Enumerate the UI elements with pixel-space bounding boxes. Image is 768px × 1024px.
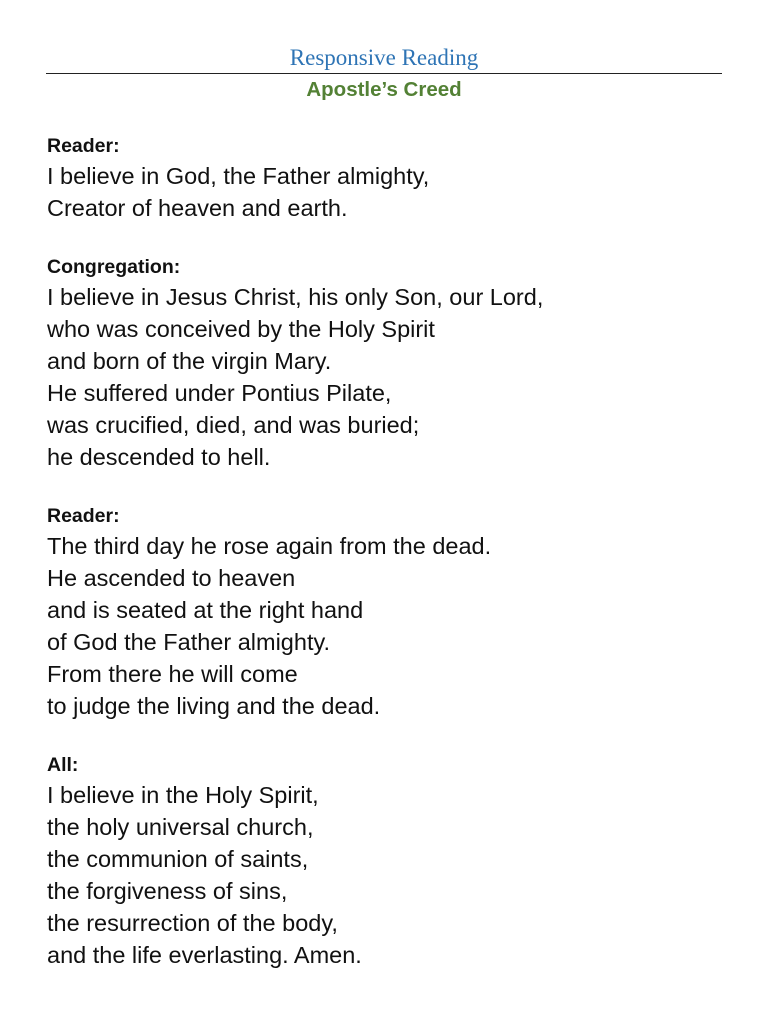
reading-line: and born of the virgin Mary. [47,348,332,374]
reading-line: the resurrection of the body, [47,910,338,936]
reading-line: and is seated at the right hand [47,597,364,623]
reading-body [47,132,727,971]
header-divider [46,73,722,74]
reading-line: the communion of saints, [47,846,309,872]
reading-line: Creator of heaven and earth. [47,195,348,221]
reading-line: was crucified, died, and was buried; [47,412,420,438]
reading-line: I believe in God, the Father almighty, [47,163,430,189]
speaker-label: Congregation: [47,256,181,278]
page-subtitle: Apostle’s Creed [306,78,462,101]
reading-line: to judge the living and the dead. [47,693,381,719]
reading-section-all [47,751,727,971]
reading-line: of God the Father almighty. [47,629,331,655]
speaker-label: All: [47,754,79,776]
section-spacer [47,722,727,751]
speaker-label: Reader: [47,505,120,527]
reading-line: and the life everlasting. Amen. [47,942,362,968]
reading-line: the holy universal church, [47,814,314,840]
reading-section-reader-2 [47,502,727,722]
section-spacer [47,224,727,253]
reading-line: From there he will come [47,661,298,687]
reading-line: I believe in Jesus Christ, his only Son, our Lord, [47,284,544,310]
reading-line: who was conceived by the Holy Spirit [47,316,435,342]
reading-section-reader-1 [47,132,727,224]
reading-line: He suffered under Pontius Pilate, [47,380,392,406]
section-spacer [47,473,727,502]
reading-line: the forgiveness of sins, [47,878,288,904]
reading-line: he descended to hell. [47,444,271,470]
reading-line: The third day he rose again from the dead. [47,533,492,559]
speaker-label: Reader: [47,135,120,157]
page-header-title: Responsive Reading [289,45,479,70]
reading-line: I believe in the Holy Spirit, [47,782,319,808]
reading-section-congregation [47,253,727,473]
reading-line: He ascended to heaven [47,565,296,591]
